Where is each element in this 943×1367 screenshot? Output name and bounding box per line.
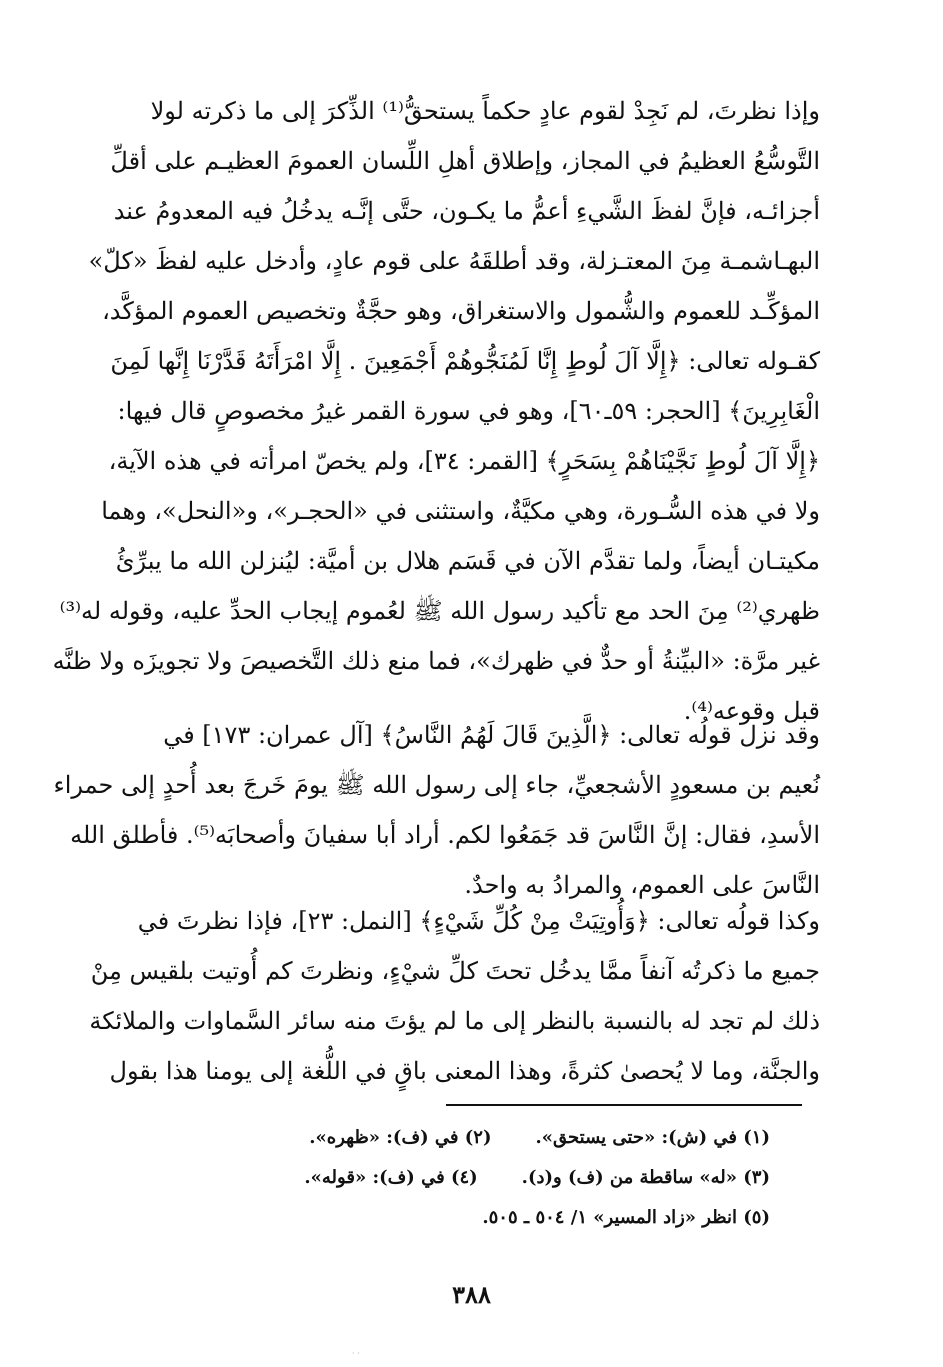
paragraph-1: [52, 86, 820, 736]
text-line: المؤكِّـد للعموم والشُّمول والاستغراق، وهو حجَّةٌ وتخصيص العموم المؤكَّد،: [102, 297, 820, 325]
page-number: ٣٨٨: [452, 1280, 491, 1309]
text-line: وإذا نظرتَ، لم نَجِدْ لقوم عادٍ حكماً يستحقُّ⁽¹⁾ الذِّكرَ إلى ما ذكرته لولا: [150, 97, 820, 125]
text-line: التَّوسُّعُ العظيمُ في المجاز، وإطلاق أهلِ اللِّسان العمومَ العظيـم على أقلِّ: [110, 147, 820, 175]
footnote-divider: [446, 1104, 802, 1106]
text-line: وقد نزل قولُه تعالى: ﴿الَّذِينَ قَالَ لَهُمُ النَّاسُ﴾ [آل عمران: ١٧٣] في: [163, 721, 820, 749]
footnote-3: (٣) «له» ساقطة من (ف) و(د).: [521, 1167, 770, 1188]
text-line: نُعيم بن مسعودٍ الأشجعيِّ، جاء إلى رسول الله ﷺ يومَ خَرجَ بعد أُحدٍ إلى حمراء: [53, 771, 820, 799]
footnote-row: [250, 1158, 770, 1198]
text-line: الأسدِ، فقال: إنَّ النَّاسَ قد جَمَعُوا لكم. أراد أبا سفيانَ وأصحابَه⁽⁵⁾. فأطلق الله: [70, 821, 820, 849]
text-line: أجزائـه، فإنَّ لفظَ الشَّيءِ أعمُّ ما يكـون، حتَّى إنَّـه يدخُلُ فيه المعدومُ عند: [113, 197, 820, 225]
text-line: كقـوله تعالى: ﴿إِلَّا آلَ لُوطٍ إِنَّا لَمُنَجُّوهُمْ أَجْمَعِينَ . إِلَّا امْرَأَتَهُ قَدَّرْنَا إِنَّها لَمِنَ: [110, 347, 820, 375]
text-line: النَّاسَ على العموم، والمرادُ به واحدٌ.: [464, 871, 820, 899]
text-line: وكذا قولُه تعالى: ﴿وَأُوتِيَتْ مِنْ كُلِّ شَيْءٍ﴾ [النمل: ٢٣]، فإذا نظرتَ في: [137, 907, 820, 935]
text-line: غير مرَّة: «البيِّنةُ أو حدٌّ في ظهرك»، فما منع ذلك التَّخصيصَ ولا تجويزَه ولا ظنَّه: [52, 647, 820, 675]
footnotes: [250, 1118, 770, 1238]
text-line: جميع ما ذكرتُه آنفاً ممَّا يدخُل تحتَ كلِّ شيْءٍ، ونظرتَ كم أُوتيت بلقيس مِنْ: [90, 957, 820, 985]
scan-speck: · ·: [352, 1349, 360, 1358]
footnote-2: (٢) في (ف): «ظهره».: [309, 1127, 492, 1148]
footnote-row: [250, 1198, 770, 1238]
text-line: الْغَابِرِينَ﴾ [الحجر: ٥٩ـ٦٠]، وهو في سورة القمر غيرُ مخصوصٍ قال فيها:: [117, 397, 820, 425]
text-line: ولا في هذه السُّـورة، وهي مكيَّةٌ، واستثنى في «الحجـر»، و«النحل»، وهما: [101, 497, 820, 525]
text-line: قبل وقوعه⁽⁴⁾.: [683, 697, 820, 725]
footnote-5: (٥) انظر «زاد المسير» ١/ ٥٠٤ ـ ٥٠٥.: [482, 1207, 770, 1228]
text-line: ﴿إِلَّا آلَ لُوطٍ نَجَّيْنَاهُمْ بِسَحَرٍ﴾ [القمر: ٣٤]، ولم يخصّ امرأته في هذه الآية،: [108, 447, 820, 475]
text-line: ذلك لم تجد له بالنسبة بالنظر إلى ما لم يؤتَ منه سائر السَّماوات والملائكة: [89, 1007, 820, 1035]
footnote-1: (١) في (ش): «حتى يستحق».: [535, 1127, 770, 1148]
text-line: مكيتـان أيضاً، ولما تقدَّم الآن في قَسَم هلال بن أميَّة: ليُنزلن الله ما يبرِّئُ: [115, 547, 820, 575]
text-line: ظهري⁽²⁾ مِنَ الحد مع تأكيد رسول الله ﷺ لعُموم إيجاب الحدِّ عليه، وقوله له⁽³⁾: [59, 597, 820, 625]
paragraph-3: [89, 896, 820, 1096]
footnote-row: [250, 1118, 770, 1158]
text-line: والجنَّة، وما لا يُحصىٰ كثرةً، وهذا المعنى باقٍ في اللُّغة إلى يومنا هذا بقول: [109, 1057, 820, 1085]
footnote-4: (٤) في (ف): «قوله».: [304, 1167, 478, 1188]
paragraph-2: [53, 710, 820, 910]
text-line: البهـاشمـة مِنَ المعتـزلة، وقد أطلقَهُ على قوم عادٍ، وأدخل عليه لفظَ «كلّ»: [88, 247, 820, 275]
